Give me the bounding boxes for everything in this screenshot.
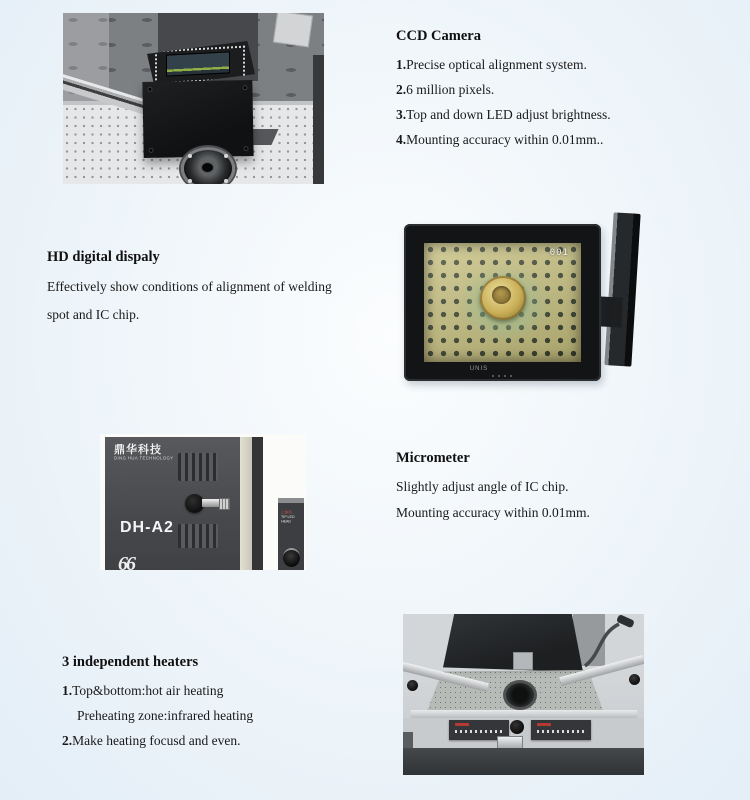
optical-lens <box>181 147 235 184</box>
screw <box>148 88 151 91</box>
label-red-mark <box>455 723 469 726</box>
micrometer-shaft <box>202 499 220 507</box>
osd-counter: 001 <box>549 248 569 258</box>
feature-item: Preheating zone:infrared heating <box>77 708 254 723</box>
bottom-heater-opening <box>503 680 537 710</box>
lens-screw <box>224 179 228 183</box>
monitor-stand <box>604 212 640 366</box>
feature-line: Mounting accuracy within 0.01mm. <box>396 505 590 520</box>
monitor-indicator-leds <box>492 375 516 377</box>
feature-item: 1.Top&bottom:hot air heating <box>62 683 224 698</box>
ccd-camera-photo <box>63 13 324 184</box>
screw <box>244 147 247 150</box>
heater-zone-photo <box>403 614 644 775</box>
label-text-ticks <box>455 730 503 733</box>
rail-knob <box>629 674 640 685</box>
feature-line: Slightly adjust angle of IC chip. <box>396 479 569 494</box>
sensor-window <box>166 51 230 76</box>
hd-monitor-photo <box>404 211 648 384</box>
feature-line: spot and IC chip. <box>47 307 140 322</box>
corner-bracket <box>273 13 313 47</box>
lens-screw <box>224 154 228 158</box>
brand-english: DING HUA TECHNOLOGY <box>114 456 174 462</box>
vent-grille-upper <box>178 453 218 481</box>
screw <box>243 86 246 89</box>
micrometer-heading: Micrometer <box>396 450 470 466</box>
feature-item: 1.Precise optical alignment system. <box>396 57 587 72</box>
ccd-camera-heading: CCD Camera <box>396 28 481 44</box>
micrometer-knurled-tip <box>219 498 230 510</box>
monitor-body <box>404 224 601 381</box>
ccd-camera-text-block <box>396 28 611 152</box>
label-red-mark <box>537 723 551 726</box>
lower-front-panel <box>403 748 644 775</box>
front-rail-bar <box>411 710 637 718</box>
lens-screw <box>188 154 192 158</box>
ccd-camera-body <box>142 80 253 158</box>
hood-hinge <box>513 652 533 670</box>
ic-chip-center <box>492 286 511 304</box>
lens-screw <box>188 179 192 183</box>
model-label: DH-A2 <box>120 519 174 536</box>
feature-item: 2.Make heating focusd and even. <box>62 733 241 748</box>
feature-item: 3.Top and down LED adjust brightness. <box>396 107 611 122</box>
vent-grille-lower <box>178 524 218 548</box>
ic-chip-image <box>480 276 526 320</box>
monitor-screen <box>424 243 581 362</box>
monitor-brand-label: UNIS <box>469 366 489 372</box>
heaters-text-block <box>62 654 253 753</box>
machine-right-edge <box>313 55 324 184</box>
brand-chinese: 鼎华科技 <box>114 444 162 456</box>
feature-item: 4.Mounting accuracy within 0.01mm.. <box>396 132 604 147</box>
hd-display-heading: HD digital dispaly <box>47 249 160 265</box>
side-panel-knob <box>283 548 300 567</box>
rail-knob <box>407 680 418 691</box>
dh-a2-panel-photo <box>100 434 306 570</box>
center-clamp-knob <box>510 720 524 734</box>
label-text-ticks <box>537 730 585 733</box>
fixture-deck <box>403 718 644 748</box>
heaters-heading: 3 independent heaters <box>62 654 199 670</box>
side-panel <box>278 498 304 570</box>
feature-item: 2.6 million pixels. <box>396 82 495 97</box>
side-panel-label: 上热风 TIP LED HEAD <box>281 510 295 524</box>
micrometer-text-block <box>396 450 590 526</box>
panel-edge-strip <box>240 437 252 570</box>
panel-dark-strip <box>252 437 263 570</box>
lens-aperture <box>201 162 214 173</box>
monitor-stand-joint <box>599 296 623 327</box>
fixture-label-plate <box>531 720 591 740</box>
corner-mark: 66 <box>118 553 134 570</box>
hd-display-text-block <box>47 249 332 329</box>
feature-line: Effectively show conditions of alignment of welding <box>47 279 332 294</box>
screw <box>150 149 153 152</box>
